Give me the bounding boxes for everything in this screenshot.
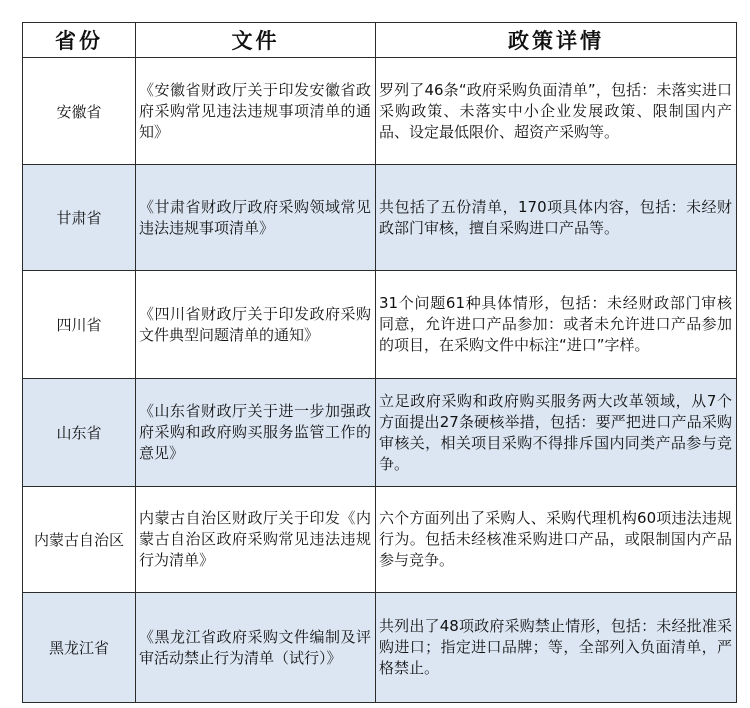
table-row	[23, 271, 737, 379]
header-province: 省份	[23, 23, 136, 58]
table-row	[23, 58, 737, 165]
document-cell: 《四川省财政厅关于印发政府采购文件典型问题清单的通知》	[136, 271, 376, 379]
table-body	[23, 58, 737, 703]
detail-cell: 共列出了48项政府采购禁止情形，包括：未经批准采购进口；指定进口品牌；等，全部列入负面清单，严格禁止。	[376, 593, 737, 703]
province-cell: 山东省	[23, 379, 136, 487]
table-row	[23, 165, 737, 271]
table-row	[23, 593, 737, 703]
table-row	[23, 487, 737, 593]
document-cell: 《安徽省财政厅关于印发安徽省政府采购常见违法违规事项清单的通知》	[136, 58, 376, 165]
province-cell: 黑龙江省	[23, 593, 136, 703]
detail-cell: 罗列了46条“政府采购负面清单”，包括：未落实进口采购政策、未落实中小企业发展政策、限制国内产品、设定最低限价、超资产采购等。	[376, 58, 737, 165]
province-cell: 四川省	[23, 271, 136, 379]
detail-cell: 六个方面列出了采购人、采购代理机构60项违法违规行为。包括未经核准采购进口产品，或限制国内产品参与竞争。	[376, 487, 737, 593]
document-cell: 内蒙古自治区财政厅关于印发《内蒙古自治区政府采购常见违法违规行为清单》	[136, 487, 376, 593]
detail-cell: 立足政府采购和政府购买服务两大改革领域，从7个方面提出27条硬核举措，包括：要严把进口产品采购审核关，相关项目采购不得排斥国内同类产品参与竞争。	[376, 379, 737, 487]
header-row	[23, 23, 737, 58]
header-document: 文件	[136, 23, 376, 58]
province-cell: 内蒙古自治区	[23, 487, 136, 593]
document-cell: 《黑龙江省政府采购文件编制及评审活动禁止行为清单（试行）》	[136, 593, 376, 703]
document-cell: 《甘肃省财政厅政府采购领域常见违法违规事项清单》	[136, 165, 376, 271]
document-cell: 《山东省财政厅关于进一步加强政府采购和政府购买服务监管工作的意见》	[136, 379, 376, 487]
province-cell: 甘肃省	[23, 165, 136, 271]
policy-table	[22, 22, 737, 703]
province-cell: 安徽省	[23, 58, 136, 165]
header-detail: 政策详情	[376, 23, 737, 58]
table-row	[23, 379, 737, 487]
detail-cell: 共包括了五份清单，170项具体内容，包括：未经财政部门审核，擅自采购进口产品等。	[376, 165, 737, 271]
table-header	[23, 23, 737, 58]
detail-cell: 31个问题61种具体情形，包括：未经财政部门审核同意，允许进口产品参加：或者未允许进口产品参加的项目，在采购文件中标注“进口”字样。	[376, 271, 737, 379]
